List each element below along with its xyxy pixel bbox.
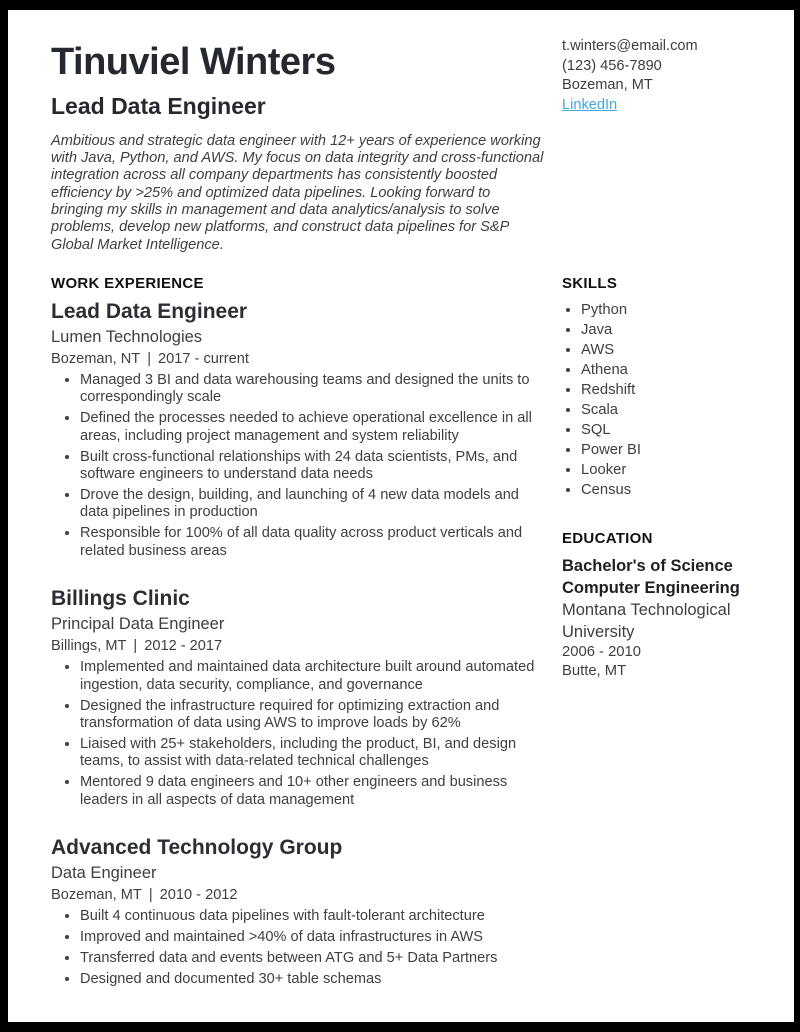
skill-item: • SQL — [581, 420, 774, 440]
job-bullet: • Transferred data and events between ATG and 5+ Data Partners — [80, 950, 538, 967]
resume-page — [8, 10, 794, 1022]
job-list — [51, 300, 538, 988]
contact-email: t.winters@email.com — [562, 38, 698, 54]
education-section — [562, 530, 774, 682]
job-entry — [51, 587, 538, 809]
skill-item: • AWS — [581, 340, 774, 360]
job-heading: Advanced Technology Group — [51, 835, 343, 859]
header-identity — [51, 36, 562, 254]
education-heading: EDUCATION — [562, 529, 653, 547]
job-bullet: • Designed and documented 30+ table schemas — [80, 971, 538, 988]
education-school: Montana Technological University — [562, 600, 731, 641]
linkedin-link[interactable]: LinkedIn — [562, 96, 618, 113]
job-bullet: • Defined the processes needed to achieve operational excellence in all areas, including project management and system reliability — [80, 410, 538, 445]
skill-item: • Redshift — [581, 380, 774, 400]
job-subheading: Principal Data Engineer — [51, 615, 225, 634]
job-subheading: Data Engineer — [51, 864, 157, 883]
resume-header — [51, 36, 774, 254]
job-meta — [51, 351, 538, 367]
job-bullet-list — [51, 908, 538, 988]
job-bullet-list — [51, 372, 538, 560]
contact-phone: (123) 456-7890 — [562, 57, 662, 74]
education-location: Butte, MT — [562, 663, 627, 680]
job-bullet: • Mentored 9 data engineers and 10+ other engineers and business leaders in all aspects of data management — [80, 774, 538, 809]
work-experience-heading: WORK EXPERIENCE — [51, 274, 204, 292]
content-columns — [51, 275, 774, 992]
job-dates: 2017 - current — [158, 351, 249, 368]
job-meta-separator: | — [147, 351, 152, 368]
job-location: Billings, MT — [51, 638, 127, 655]
job-dates: 2010 - 2012 — [159, 887, 238, 904]
skills-section — [562, 275, 774, 500]
skill-item: • Python — [581, 300, 774, 320]
education-dates: 2006 - 2010 — [562, 643, 641, 660]
job-bullet: • Responsible for 100% of all data quality across product verticals and related business areas — [80, 525, 538, 560]
work-experience-column — [51, 275, 562, 992]
job-entry — [51, 836, 538, 988]
job-bullet-list — [51, 659, 538, 809]
job-entry — [51, 300, 538, 560]
skills-heading: SKILLS — [562, 274, 618, 292]
sidebar-column — [562, 275, 774, 992]
skill-item: • Athena — [581, 360, 774, 380]
skills-list — [562, 300, 774, 500]
summary-paragraph: Ambitious and strategic data engineer with 12+ years of experience working with Java, Python, and AWS. My focus on data integrity and cross-functional integration across all company departments has consistently boosted efficiency by >25% and optimized data pipelines. Looking forward to bringing my skills in management and data analytics/analysis to solve problems, develop new platforms, and construct data pipelines for S&P Global Market Intelligence. — [51, 132, 544, 253]
job-heading: Lead Data Engineer — [51, 299, 248, 323]
job-meta-separator: | — [148, 887, 153, 904]
job-bullet: • Liaised with 25+ stakeholders, including the product, BI, and design teams, to assist with data-related technical challenges — [80, 736, 538, 771]
job-location: Bozeman, NT — [51, 351, 141, 368]
job-bullet: • Built cross-functional relationships with 24 data scientists, PMs, and software engineers to understand data needs — [80, 449, 538, 484]
job-heading: Billings Clinic — [51, 587, 190, 611]
job-dates: 2012 - 2017 — [144, 638, 223, 655]
job-bullet: • Improved and maintained >40% of data infrastructures in AWS — [80, 929, 538, 946]
job-bullet: • Managed 3 BI and data warehousing teams and designed the units to correspondingly scale — [80, 372, 538, 407]
contact-location: Bozeman, MT — [562, 77, 653, 93]
job-bullet: • Built 4 continuous data pipelines with fault-tolerant architecture — [80, 908, 538, 925]
job-meta — [51, 887, 538, 903]
job-bullet: • Designed the infrastructure required for optimizing extraction and transformation of data using AWS to improve loads by 62% — [80, 698, 538, 733]
skill-item: • Census — [581, 480, 774, 500]
person-name: Tinuviel Winters — [51, 41, 336, 83]
job-location: Bozeman, MT — [51, 887, 142, 904]
job-bullet: • Drove the design, building, and launching of 4 new data models and data pipelines in production — [80, 487, 538, 522]
job-bullet: • Implemented and maintained data architecture built around automated ingestion, data security, compliance, and governance — [80, 659, 538, 694]
job-meta-separator: | — [133, 638, 138, 655]
person-title: Lead Data Engineer — [51, 92, 266, 119]
skill-item: • Scala — [581, 400, 774, 420]
education-major: Computer Engineering — [562, 578, 740, 597]
skill-item: • Looker — [581, 460, 774, 480]
job-meta — [51, 638, 538, 654]
skill-item: • Java — [581, 320, 774, 340]
skill-item: • Power BI — [581, 440, 774, 460]
job-subheading: Lumen Technologies — [51, 328, 203, 347]
education-degree: Bachelor's of Science — [562, 556, 733, 575]
contact-block — [562, 36, 774, 254]
